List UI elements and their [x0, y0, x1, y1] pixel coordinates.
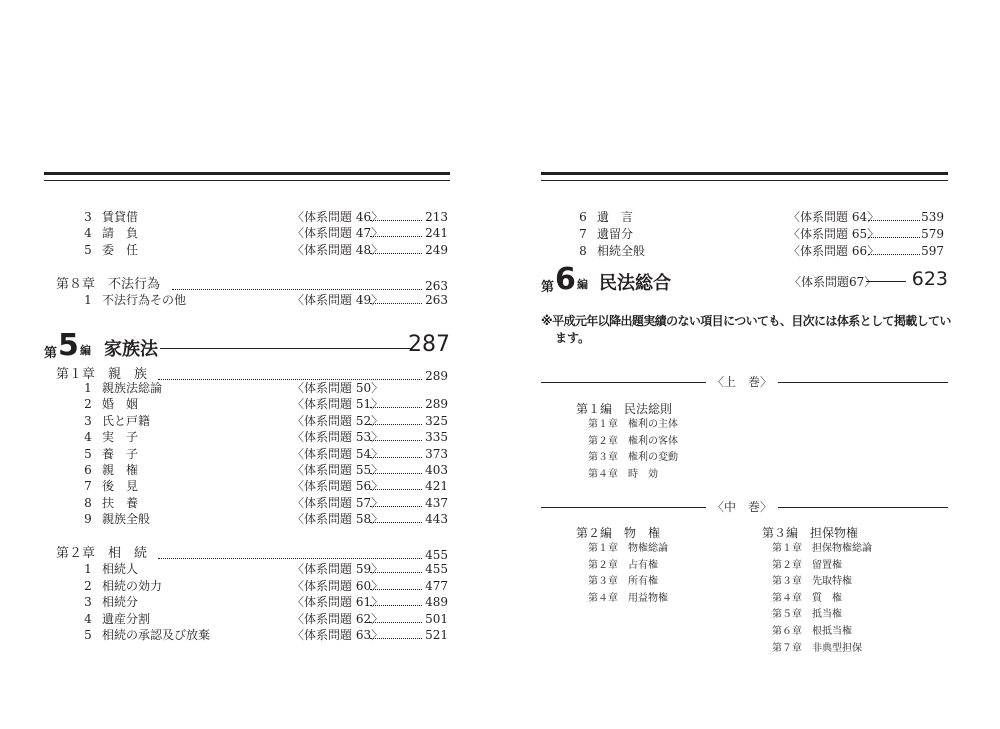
toc-row — [44, 446, 448, 462]
toc-row-leader — [370, 506, 422, 507]
toc-row-title: 賃貸借 — [102, 210, 139, 224]
toc-row-reference: 〈体系問題 59〉 — [292, 562, 384, 576]
toc-row-page: 477 — [425, 578, 448, 593]
toc-row-reference: 〈体系問題 49〉 — [292, 293, 384, 307]
toc-row-leader — [370, 589, 422, 590]
upper-part-1-title: 第１編 民法総則 — [576, 402, 673, 416]
toc-row-page: 579 — [921, 227, 944, 241]
toc-row-title: 遺留分 — [597, 227, 634, 241]
chapter-2-leader — [158, 558, 422, 559]
toc-row-leader — [370, 424, 422, 425]
toc-row — [44, 495, 448, 511]
toc-row-number: 4 — [84, 226, 92, 241]
toc-row-number: 5 — [84, 446, 92, 461]
toc-row-reference: 〈体系問題 64〉 — [788, 210, 880, 224]
part-6-ref: 〈体系問題67〉 — [789, 275, 877, 289]
toc-row-title: 相続全般 — [597, 244, 646, 258]
toc-row-page: 249 — [425, 242, 448, 257]
toc-row-leader — [370, 457, 422, 458]
volume-chapter-item: 第４章 時 効 — [588, 468, 658, 480]
part-5-title: 家族法 — [104, 339, 158, 360]
toc-row-title: 遺産分割 — [102, 611, 151, 626]
toc-row-title: 相続の承認及び放棄 — [102, 628, 211, 643]
toc-row-leader — [370, 303, 422, 304]
toc-row-reference: 〈体系問題 56〉 — [292, 479, 384, 494]
toc-row — [44, 561, 448, 577]
toc-row-reference: 〈体系問題 57〉 — [292, 495, 384, 510]
toc-row-reference: 〈体系問題 46〉 — [292, 210, 384, 224]
toc-row-title: 婚 姻 — [102, 397, 139, 412]
toc-row-page: 421 — [425, 479, 448, 494]
part-5-suffix: 編 — [80, 344, 91, 357]
toc-row-title: 養 子 — [102, 446, 139, 461]
toc-row — [44, 225, 448, 241]
toc-row — [44, 413, 448, 429]
toc-row-number: 2 — [84, 578, 92, 593]
toc-row-page: 373 — [425, 446, 448, 461]
toc-row-title: 遺 言 — [597, 210, 634, 224]
chapter-1-label: 第１章 親 族 — [56, 367, 148, 382]
volume-chapter-item: 第１章 担保物権総論 — [772, 543, 872, 554]
toc-row-leader — [370, 522, 422, 523]
toc-row-title: 扶 養 — [102, 495, 139, 510]
toc-row — [541, 209, 944, 225]
toc-row-number: 5 — [84, 628, 92, 643]
toc-row-page: 213 — [425, 210, 448, 224]
toc-row-reference: 〈体系問題 66〉 — [788, 244, 880, 258]
toc-row-page: 443 — [425, 512, 448, 527]
toc-row — [44, 578, 448, 594]
toc-row-reference: 〈体系問題 61〉 — [292, 595, 384, 610]
part-6-page: 623 — [911, 268, 948, 290]
toc-row-reference: 〈体系問題 62〉 — [292, 611, 384, 626]
toc-row-page: 521 — [425, 628, 448, 643]
part-6-number: 6 — [555, 262, 576, 297]
toc-row-reference: 〈体系問題 65〉 — [788, 227, 880, 241]
note-line-2: ます。 — [555, 331, 591, 345]
middle-part-3-title: 第３編 担保物権 — [762, 526, 859, 540]
toc-row-title: 後 見 — [102, 479, 139, 494]
part-5-prefix: 第 — [44, 346, 58, 361]
toc-row — [541, 243, 944, 259]
toc-row-reference: 〈体系問題 60〉 — [292, 578, 384, 593]
toc-row-leader — [370, 440, 422, 441]
toc-row-number: 5 — [84, 242, 92, 257]
toc-row-title: 親族法総論 — [102, 381, 163, 395]
part-5-number: 5 — [58, 328, 79, 363]
toc-row — [44, 209, 448, 225]
chapter-8-label: 第８章 不法行為 — [56, 277, 161, 292]
toc-row-number: 1 — [84, 381, 92, 395]
toc-row-reference: 〈体系問題 47〉 — [292, 226, 384, 241]
left-header-rule — [44, 172, 450, 181]
toc-row-leader — [370, 473, 422, 474]
middle-part-3 — [762, 525, 858, 541]
toc-row — [44, 292, 448, 308]
upper-volume-heading: 〈上 巻〉 — [706, 374, 778, 390]
toc-row — [44, 462, 448, 478]
toc-row-page: 263 — [425, 293, 448, 307]
toc-row-number: 9 — [84, 512, 92, 527]
toc-row — [44, 396, 448, 412]
volume-chapter-item: 第１章 権利の主体 — [588, 419, 678, 430]
toc-row — [44, 242, 448, 258]
middle-part-2 — [576, 525, 660, 541]
chapter-8-page-number: 263 — [425, 279, 448, 293]
part-6-leader — [866, 281, 906, 282]
toc-row-reference: 〈体系問題 48〉 — [292, 242, 384, 257]
volume-chapter-item: 第３章 先取特権 — [772, 576, 852, 588]
right-header-rule — [541, 172, 948, 181]
toc-row-title: 相続分 — [102, 595, 139, 610]
toc-row-reference: 〈体系問題 54〉 — [292, 446, 384, 461]
toc-row-leader — [370, 489, 422, 490]
toc-row — [541, 226, 944, 242]
toc-row-title: 親族全般 — [102, 512, 151, 527]
note — [541, 313, 951, 347]
toc-row-reference: 〈体系問題 51〉 — [292, 397, 384, 412]
toc-row-title: 相続人 — [102, 562, 139, 576]
toc-row-page: 403 — [425, 463, 448, 477]
toc-row-number: 8 — [84, 495, 92, 510]
toc-row — [44, 380, 448, 396]
toc-row-page: 489 — [425, 595, 448, 610]
toc-row-reference: 〈体系問題 50〉 — [292, 381, 384, 395]
toc-row-number: 7 — [579, 227, 587, 241]
volume-chapter-item: 第４章 用益物権 — [588, 592, 668, 604]
toc-row-leader — [370, 572, 422, 573]
toc-row-number: 3 — [84, 210, 92, 224]
toc-row-page: 501 — [425, 611, 448, 626]
toc-row-reference: 〈体系問題 53〉 — [292, 430, 384, 445]
part-6-prefix: 第 — [541, 280, 555, 295]
toc-row-page: 325 — [425, 413, 448, 428]
part-5-page: 287 — [408, 332, 450, 357]
upper-part-1 — [576, 401, 672, 417]
toc-row — [44, 478, 448, 494]
toc-row-title: 不法行為その他 — [102, 293, 187, 307]
toc-row-page: 539 — [921, 210, 944, 224]
toc-row-number: 4 — [84, 611, 92, 626]
toc-row-number: 4 — [84, 430, 92, 445]
part-6-title: 民法総合 — [599, 273, 671, 294]
toc-row — [44, 627, 448, 643]
toc-row-title: 親 権 — [102, 463, 139, 477]
volume-chapter-item: 第７章 非典型担保 — [772, 642, 862, 654]
note-line-1: ※平成元年以降出題実績のない項目についても、目次には体系として掲載してい — [541, 314, 951, 328]
toc-row-number: 1 — [84, 293, 92, 307]
toc-row-title: 氏と戸籍 — [102, 413, 151, 428]
toc-row-page: 437 — [425, 495, 448, 510]
volume-chapter-item: 第５章 抵当権 — [772, 609, 842, 621]
toc-row-number: 3 — [84, 413, 92, 428]
toc-row-title: 請 負 — [102, 226, 139, 241]
toc-row — [44, 511, 448, 527]
toc-row-leader — [370, 638, 422, 639]
volume-chapter-item: 第３章 権利の変動 — [588, 452, 678, 464]
toc-row-number: 6 — [579, 210, 587, 224]
toc-row-title: 委 任 — [102, 242, 139, 257]
volume-chapter-item: 第４章 質 権 — [772, 592, 842, 604]
chapter-8-leader — [172, 289, 422, 290]
chapter-1-page-number: 289 — [425, 369, 448, 383]
toc-row-number: 3 — [84, 595, 92, 610]
part-6-heading — [541, 262, 948, 300]
toc-row-reference: 〈体系問題 52〉 — [292, 413, 384, 428]
volume-chapter-item: 第２章 留置権 — [772, 559, 842, 571]
chapter-2-label: 第２章 相 続 — [56, 546, 148, 561]
toc-row-leader — [868, 220, 920, 221]
toc-row-reference: 〈体系問題 58〉 — [292, 512, 384, 527]
toc-row-number: 2 — [84, 397, 92, 412]
toc-row-number: 6 — [84, 463, 92, 477]
toc-row-number: 8 — [579, 244, 587, 258]
middle-part-2-title: 第２編 物 権 — [576, 526, 661, 540]
volume-chapter-item: 第３章 所有権 — [588, 576, 658, 588]
toc-row-page: 597 — [921, 244, 944, 258]
toc-row — [44, 594, 448, 610]
toc-row-leader — [370, 407, 422, 408]
toc-row — [44, 611, 448, 627]
chapter-2-page-number: 455 — [425, 548, 448, 562]
toc-row-title: 相続の効力 — [102, 578, 163, 593]
volume-chapter-item: 第２章 占有権 — [588, 559, 658, 571]
toc-row-leader — [868, 237, 920, 238]
volume-chapter-item: 第６章 根抵当権 — [772, 626, 852, 637]
part-5-leader — [160, 348, 412, 349]
toc-row-leader — [370, 220, 422, 221]
toc-row-leader — [370, 253, 422, 254]
toc-row-reference: 〈体系問題 55〉 — [292, 463, 384, 477]
toc-row-leader — [370, 236, 422, 237]
toc-row-number: 7 — [84, 479, 92, 494]
toc-row-reference: 〈体系問題 63〉 — [292, 628, 384, 643]
volume-chapter-item: 第２章 権利の客体 — [588, 435, 678, 447]
volume-chapter-item: 第１章 物権総論 — [588, 543, 668, 554]
toc-row-title: 実 子 — [102, 430, 139, 445]
part-6-suffix: 編 — [577, 278, 588, 291]
toc-row-page: 241 — [425, 226, 448, 241]
toc-row-page: 455 — [425, 562, 448, 576]
toc-row-number: 1 — [84, 562, 92, 576]
toc-row-leader — [370, 605, 422, 606]
toc-row-leader — [868, 254, 920, 255]
toc-row-page: 289 — [425, 397, 448, 412]
toc-row-leader — [370, 622, 422, 623]
part-5-heading — [44, 328, 450, 366]
toc-row — [44, 429, 448, 445]
toc-row-page: 335 — [425, 430, 448, 445]
middle-volume-heading: 〈中 巻〉 — [706, 499, 778, 515]
